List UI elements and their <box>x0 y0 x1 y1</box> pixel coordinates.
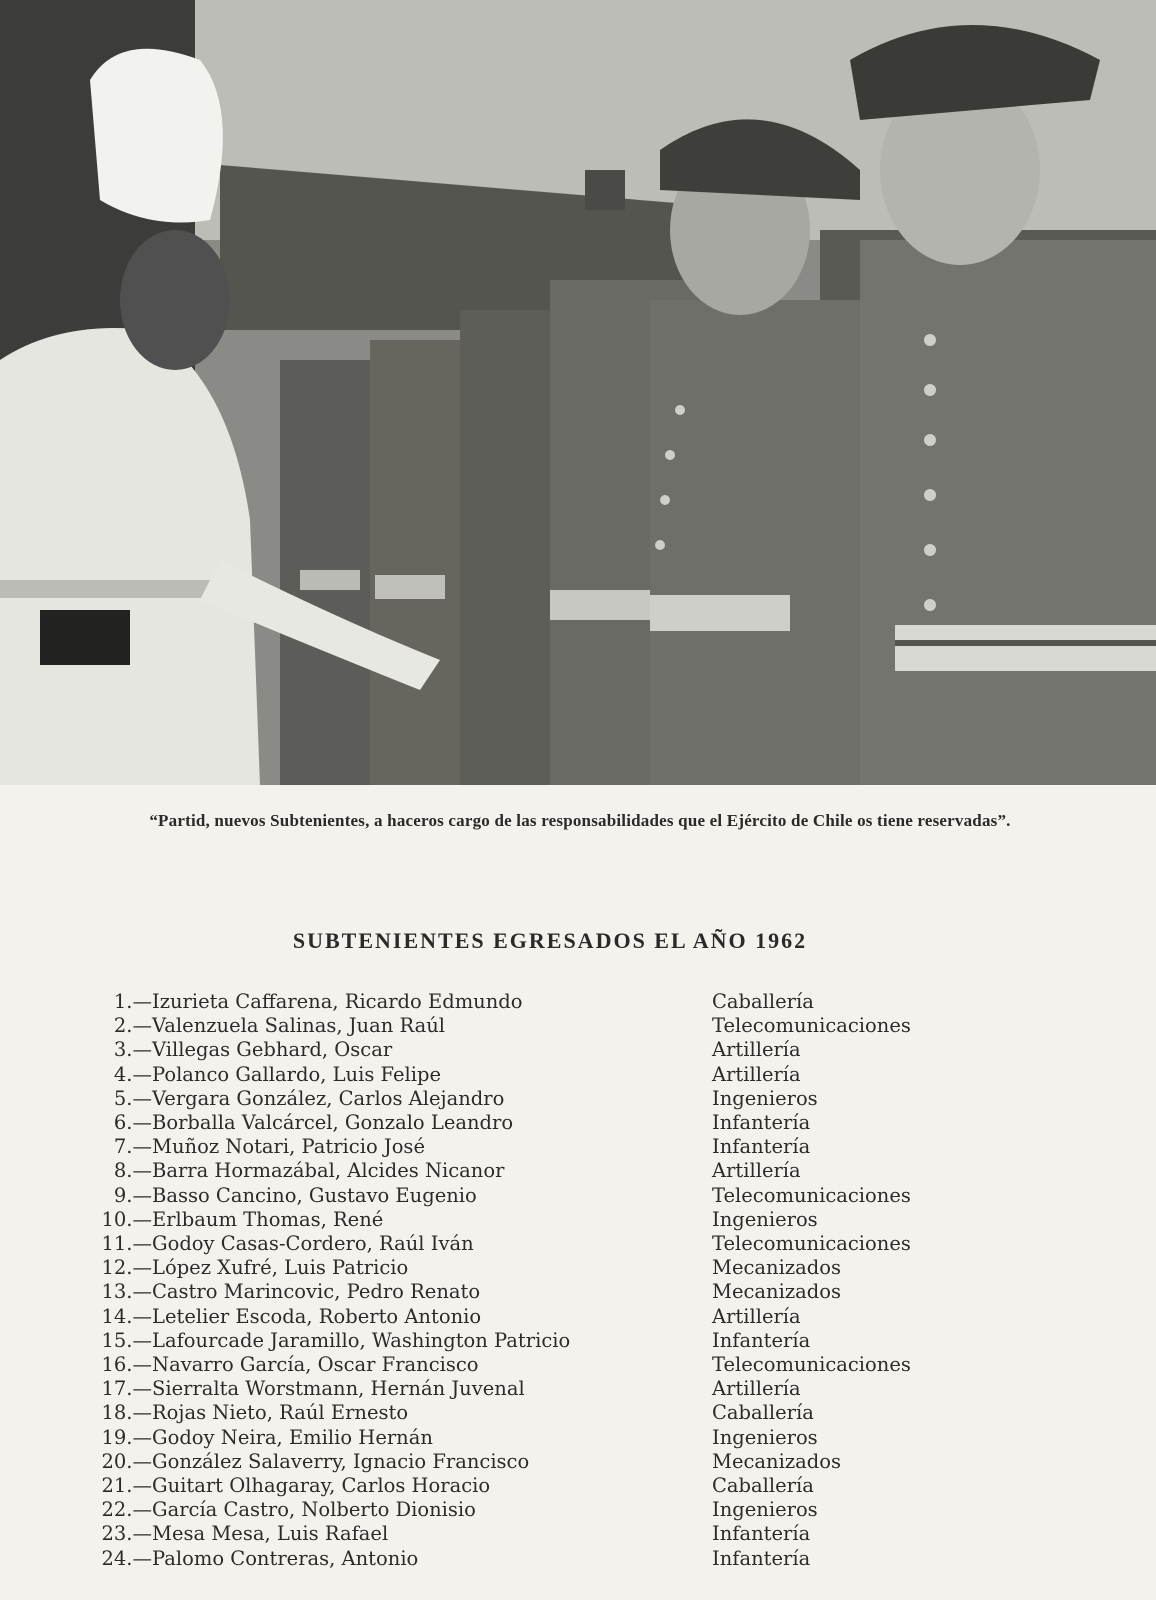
graduate-number: 10.— <box>101 1207 152 1231</box>
list-item <box>100 1159 1000 1183</box>
graduate-branch: Artillería <box>712 1304 801 1328</box>
graduate-branch: Caballería <box>712 1474 814 1498</box>
list-item <box>100 1256 1000 1280</box>
list-item <box>100 990 1000 1014</box>
graduate-branch: Infantería <box>712 1328 811 1352</box>
photo-caption: “Partid, nuevos Subtenientes, a haceros cargo de las responsabilidades que el Ejército de Chile os tiene reservadas”. <box>149 811 1011 830</box>
graduate-number: 17.— <box>101 1377 152 1401</box>
graduate-number: 11.— <box>101 1232 152 1256</box>
list-item <box>100 1063 1000 1087</box>
list-item <box>100 1377 1000 1401</box>
list-item <box>100 1305 1000 1329</box>
list-item <box>100 1135 1000 1159</box>
graduate-name: González Salaverry, Ignacio Francisco <box>152 1449 530 1473</box>
graduate-number: 15.— <box>101 1328 152 1352</box>
graduate-name: Sierralta Worstmann, Hernán Juvenal <box>152 1377 525 1401</box>
graduate-name: Castro Marincovic, Pedro Renato <box>152 1280 481 1304</box>
graduate-name: Borballa Valcárcel, Gonzalo Leandro <box>152 1111 514 1135</box>
graduate-name: López Xufré, Luis Patricio <box>152 1256 409 1280</box>
graduate-number: 21.— <box>101 1474 152 1498</box>
graduate-branch: Ingenieros <box>712 1425 818 1449</box>
graduate-name: Muñoz Notari, Patricio José <box>152 1135 425 1159</box>
list-item <box>100 1498 1000 1522</box>
list-item <box>100 1474 1000 1498</box>
list-item <box>100 1353 1000 1377</box>
graduate-name: Valenzuela Salinas, Juan Raúl <box>152 1014 446 1038</box>
graduate-branch: Telecomunicaciones <box>712 1183 911 1207</box>
graduate-number: 6.— <box>113 1111 152 1135</box>
graduate-branch: Infantería <box>712 1522 811 1546</box>
graduate-branch: Ingenieros <box>712 1086 818 1110</box>
graduate-number: 8.— <box>113 1159 152 1183</box>
graduate-number: 2.— <box>113 1014 152 1038</box>
graduate-branch: Telecomunicaciones <box>712 1014 911 1038</box>
graduate-name: Letelier Escoda, Roberto Antonio <box>152 1304 482 1328</box>
graduate-name: Lafourcade Jaramillo, Washington Patricio <box>152 1328 571 1352</box>
graduate-branch: Caballería <box>712 1401 814 1425</box>
list-item <box>100 1087 1000 1111</box>
list-item <box>100 1329 1000 1353</box>
graduate-name: Villegas Gebhard, Oscar <box>152 1038 393 1062</box>
graduate-number: 7.— <box>113 1135 152 1159</box>
list-item <box>100 1401 1000 1425</box>
graduate-branch: Ingenieros <box>712 1207 818 1231</box>
graduate-number: 12.— <box>101 1256 152 1280</box>
list-item <box>100 1232 1000 1256</box>
graduate-number: 4.— <box>113 1062 152 1086</box>
graduates-list <box>100 990 1000 1571</box>
graduate-name: Mesa Mesa, Luis Rafael <box>152 1522 389 1546</box>
graduate-branch: Mecanizados <box>712 1280 841 1304</box>
list-item <box>100 1208 1000 1232</box>
graduate-branch: Artillería <box>712 1062 801 1086</box>
graduate-branch: Infantería <box>712 1111 811 1135</box>
graduate-name: Navarro García, Oscar Francisco <box>152 1353 479 1377</box>
graduate-name: Izurieta Caffarena, Ricardo Edmundo <box>152 990 523 1013</box>
graduate-number: 14.— <box>101 1304 152 1328</box>
list-item <box>100 1111 1000 1135</box>
ceremony-photo <box>0 0 1156 785</box>
graduate-branch: Mecanizados <box>712 1256 841 1280</box>
graduate-branch: Mecanizados <box>712 1449 841 1473</box>
graduate-number: 19.— <box>101 1425 152 1449</box>
graduate-branch: Artillería <box>712 1377 801 1401</box>
list-item <box>100 1014 1000 1038</box>
graduate-name: Polanco Gallardo, Luis Felipe <box>152 1062 442 1086</box>
graduate-number: 16.— <box>101 1353 152 1377</box>
graduate-number: 9.— <box>113 1183 152 1207</box>
graduate-branch: Artillería <box>712 1038 801 1062</box>
graduate-branch: Telecomunicaciones <box>712 1353 911 1377</box>
graduate-number: 3.— <box>113 1038 152 1062</box>
list-item <box>100 1280 1000 1304</box>
graduate-number: 13.— <box>101 1280 152 1304</box>
list-item <box>100 1522 1000 1546</box>
list-item <box>100 1450 1000 1474</box>
graduate-number: 23.— <box>101 1522 152 1546</box>
graduate-name: Palomo Contreras, Antonio <box>152 1546 419 1570</box>
graduate-name: Basso Cancino, Gustavo Eugenio <box>152 1183 477 1207</box>
graduate-branch: Infantería <box>712 1135 811 1159</box>
graduate-number: 24.— <box>101 1546 152 1570</box>
graduate-name: Vergara González, Carlos Alejandro <box>152 1086 505 1110</box>
graduate-branch: Artillería <box>712 1159 801 1183</box>
graduate-branch: Telecomunicaciones <box>712 1232 911 1256</box>
list-title: SUBTENIENTES EGRESADOS EL AÑO 1962 <box>292 928 808 953</box>
list-item <box>100 1547 1000 1571</box>
graduate-name: Guitart Olhagaray, Carlos Horacio <box>152 1474 491 1498</box>
graduate-name: García Castro, Nolberto Dionisio <box>152 1498 476 1522</box>
list-item <box>100 1038 1000 1062</box>
graduate-number: 18.— <box>101 1401 152 1425</box>
graduate-number: 1.— <box>113 990 152 1013</box>
graduate-number: 22.— <box>101 1498 152 1522</box>
graduate-name: Godoy Casas-Cordero, Raúl Iván <box>152 1232 474 1256</box>
graduate-branch: Caballería <box>712 990 814 1013</box>
graduate-name: Godoy Neira, Emilio Hernán <box>152 1425 433 1449</box>
graduate-branch: Infantería <box>712 1546 811 1570</box>
list-item <box>100 1184 1000 1208</box>
list-item <box>100 1426 1000 1450</box>
graduate-name: Barra Hormazábal, Alcides Nicanor <box>152 1159 505 1183</box>
graduate-name: Rojas Nieto, Raúl Ernesto <box>152 1401 409 1425</box>
graduate-branch: Ingenieros <box>712 1498 818 1522</box>
graduate-name: Erlbaum Thomas, René <box>152 1207 384 1231</box>
graduate-number: 20.— <box>101 1449 152 1473</box>
graduate-number: 5.— <box>113 1086 152 1110</box>
ceremony-photo-illustration <box>0 0 1156 785</box>
